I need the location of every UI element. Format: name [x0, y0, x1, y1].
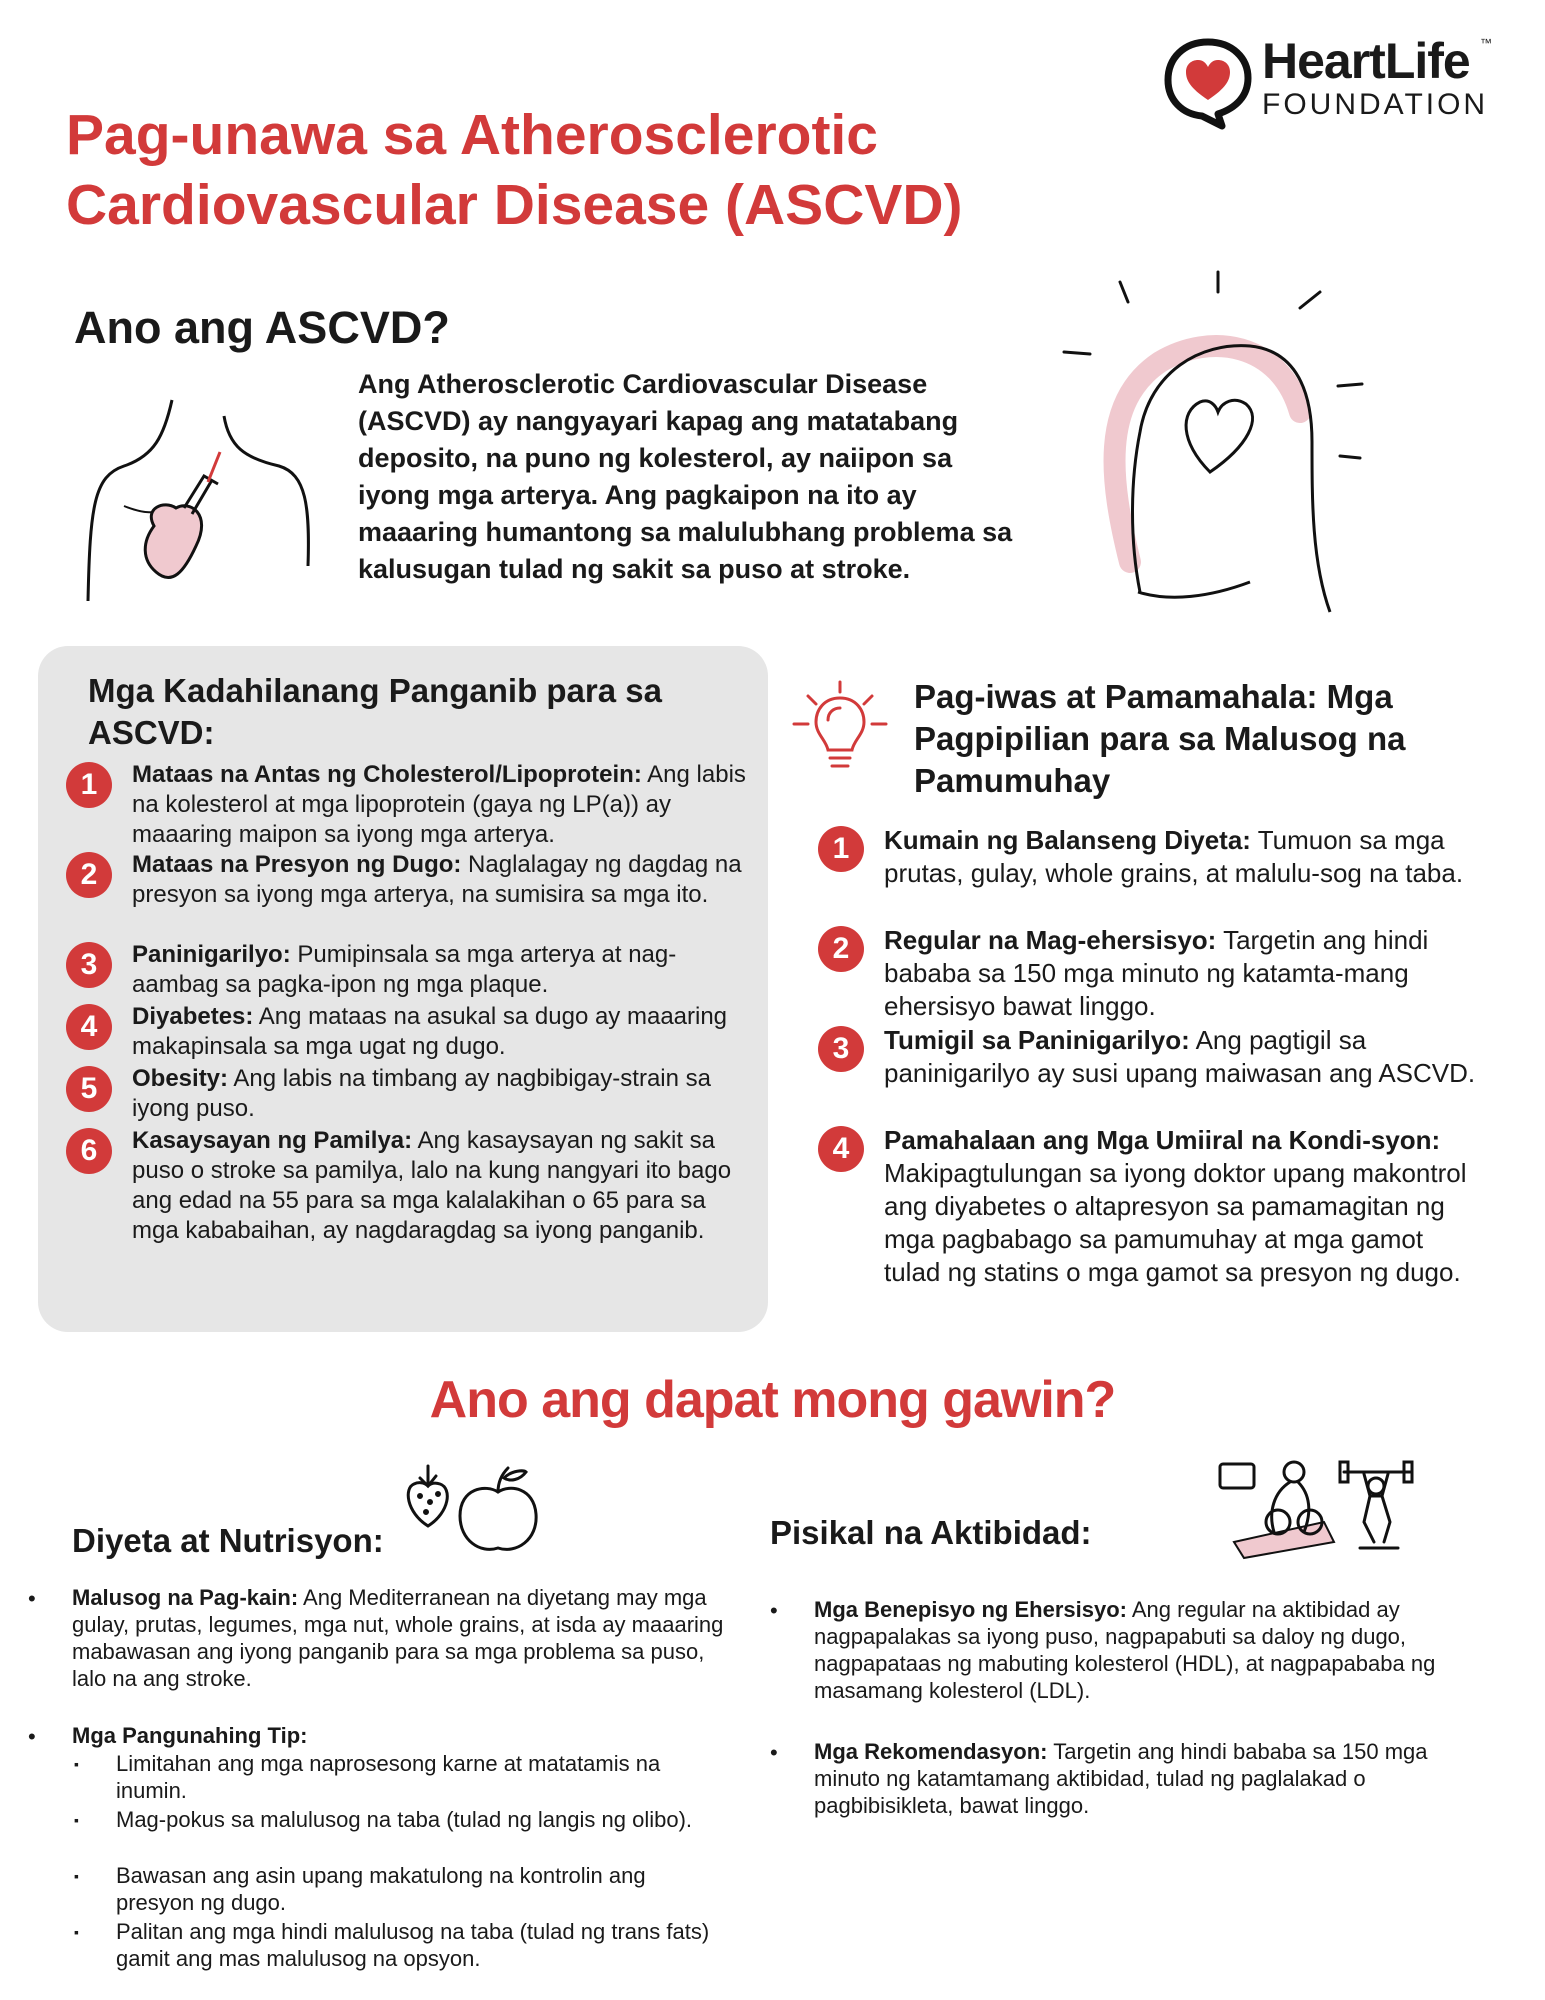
square-bullet: ▪ [74, 1812, 79, 1828]
heartlife-logo-icon [1160, 34, 1256, 130]
activity-bullet-1-desc: Ang regular na aktibidad ay nagpapalakas sa iyong puso, nagpapabuti sa daloy ng dugo, nagpapataas ng mabuting kolesterol (HDL), at nagpapababa ng masamang kolesterol (LDL). [814, 1597, 1436, 1703]
diet-bullet-2 [72, 1722, 732, 1749]
risk-item-title: Obesity: [132, 1065, 229, 1092]
risk-item [66, 1002, 756, 1062]
prevention-heading-wrap [914, 676, 1494, 802]
exercise-illustration-icon [1214, 1452, 1414, 1562]
number-badge: 3 [818, 1026, 864, 1072]
prevention-item [818, 1124, 1478, 1289]
risk-heading-wrap [88, 670, 688, 754]
activity-bullet-2-title: Mga Rekomendasyon: [814, 1739, 1048, 1764]
diet-tip: Bawasan ang asin upang makatulong na kontrolin ang presyon ng dugo. [116, 1863, 646, 1915]
prevention-item-title: Pamahalaan ang Mga Umiiral na Kondi-syon: [884, 1125, 1441, 1155]
strawberry-apple-icon [400, 1456, 550, 1556]
risk-item-title: Paninigarilyo: [132, 941, 291, 968]
prevention-item-title: Regular na Mag-ehersisyo: [884, 925, 1217, 955]
prevention-heading: Pag-iwas at Pamamahala: Mga Pagpipilian para sa Malusog na Pamumuhay [914, 678, 1406, 799]
activity-heading: Pisikal na Aktibidad: [770, 1514, 1092, 1551]
risk-item-desc: Ang labis na kolesterol at mga lipoprotein (gaya ng LP(a)) ay maaaring maipon sa iyong mga arterya. [132, 761, 746, 848]
activity-bullet-1 [814, 1596, 1474, 1704]
prevention-item-desc: Ang pagtigil sa paninigarilyo ay susi upang maiwasan ang ASCVD. [884, 1025, 1476, 1088]
risk-item [66, 1064, 756, 1124]
risk-item-title: Mataas na Antas ng Cholesterol/Lipoprotein: [132, 761, 642, 788]
diet-tip: Limitahan ang mga naprosesong karne at matatamis na inumin. [116, 1751, 661, 1803]
prevention-item-desc: Tumuon sa mga prutas, gulay, whole grains, at malulu-sog na taba. [884, 825, 1464, 888]
risk-item-desc: Ang labis na timbang ay nagbibigay-strain sa iyong puso. [132, 1065, 711, 1122]
activity-bullet-2-desc: Targetin ang hindi bababa sa 150 mga minuto ng katamtamang aktibidad, tulad ng paglalakad o pagbibisikleta, bawat linggo. [814, 1739, 1428, 1818]
diet-heading: Diyeta at Nutrisyon: [72, 1522, 384, 1559]
diet-tip: Palitan ang mga hindi malulusog na taba (tulad ng trans fats) gamit ang mas malulusog na opsyon. [116, 1919, 710, 1971]
head-heart-illustration-icon [1050, 262, 1390, 642]
prevention-item [818, 1024, 1478, 1090]
page-title-line-2: Cardiovascular Disease (ASCVD) [66, 173, 963, 237]
number-badge: 3 [66, 942, 112, 988]
diet-bullet-2-title: Mga Pangunahing Tip: [72, 1723, 308, 1748]
square-bullet: ▪ [74, 1868, 79, 1884]
prevention-item [818, 824, 1478, 890]
diet-tip: Mag-pokus sa malulusog na taba (tulad ng langis ng olibo). [116, 1807, 693, 1832]
square-bullet: ▪ [74, 1924, 79, 1940]
diet-heading-wrap [72, 1522, 384, 1560]
logo-trademark: ™ [1480, 36, 1492, 50]
what-heading: Ano ang ASCVD? [74, 302, 450, 353]
number-badge: 1 [66, 762, 112, 808]
what-body: Ang Atherosclerotic Cardiovascular Disease (ASCVD) ay nangyayari kapag ang matatabang deposito, na puno ng kolesterol, ay naiipon sa iyong mga arterya. Ang pagkaipon na ito ay maaaring humantong sa malulubhang problema sa kalusugan tulad ng sakit sa puso at stroke. [358, 369, 1013, 584]
diet-bullet-1-desc: Ang Mediterranean na diyetang may mga gulay, prutas, legumes, mga nut, whole grains, at isda ay maaaring mabawasan ang iyong panganib para sa mga problema sa puso, lalo na ang stroke. [72, 1585, 724, 1691]
risk-item-title: Mataas na Presyon ng Dugo: [132, 851, 462, 878]
prevention-item [818, 924, 1478, 1023]
number-badge: 2 [66, 852, 112, 898]
risk-item [66, 1126, 756, 1246]
prevention-item-title: Tumigil sa Paninigarilyo: [884, 1025, 1190, 1055]
number-badge: 5 [66, 1066, 112, 1112]
risk-item-desc: Naglalagay ng dagdag na presyon sa iyong mga arterya, na sumisira sa mga ito. [132, 851, 742, 908]
activity-bullet-2 [814, 1738, 1474, 1819]
number-badge: 6 [66, 1128, 112, 1174]
risk-item-title: Kasaysayan ng Pamilya: [132, 1127, 413, 1154]
activity-bullet-1-title: Mga Benepisyo ng Ehersisyo: [814, 1597, 1127, 1622]
risk-item [66, 940, 756, 1000]
risk-item-desc: Ang mataas na asukal sa dugo ay maaaring makapinsala sa mga ugat ng dugo. [132, 1003, 728, 1060]
prevention-item-desc: Makipagtulungan sa iyong doktor upang makontrol ang diyabetes o altapresyon sa pamamagitan ng mga pagbabago sa pamumuhay at mga gamot tulad ng statins o mga gamot sa presyon ng dugo. [884, 1158, 1467, 1287]
lightbulb-icon [790, 680, 890, 780]
number-badge: 1 [818, 826, 864, 872]
page-title-line-1: Pag-unawa sa Atherosclerotic [66, 103, 878, 167]
todo-heading: Ano ang dapat mong gawin? [429, 1371, 1116, 1429]
bullet-dot: • [28, 1586, 36, 1611]
prevention-item-desc: Targetin ang hindi bababa sa 150 mga minuto ng katamta-mang ehersisyo bawat linggo. [884, 925, 1429, 1021]
prevention-item-title: Kumain ng Balanseng Diyeta: [884, 825, 1251, 855]
diet-bullet-1 [72, 1584, 732, 1692]
diet-bullet-1-title: Malusog na Pag-kain: [72, 1585, 299, 1610]
risk-item [66, 760, 756, 850]
bullet-dot: • [770, 1598, 778, 1623]
activity-heading-wrap [770, 1514, 1092, 1552]
risk-item-title: Diyabetes: [132, 1003, 254, 1030]
number-badge: 4 [66, 1004, 112, 1050]
bullet-dot: • [28, 1724, 36, 1749]
risk-heading: Mga Kadahilanang Panganib para sa ASCVD: [88, 672, 662, 751]
number-badge: 4 [818, 1126, 864, 1172]
number-badge: 2 [818, 926, 864, 972]
square-bullet: ▪ [74, 1756, 79, 1772]
logo-name: HeartLife [1262, 33, 1470, 89]
page-title [66, 100, 1066, 240]
risk-item [66, 850, 756, 910]
logo-subtitle: FOUNDATION [1262, 88, 1489, 121]
risk-item-desc: Pumipinsala sa mga arterya at nag-aambag sa pagka-ipon ng mga plaque. [132, 941, 677, 998]
bullet-dot: • [770, 1740, 778, 1765]
risk-item-desc: Ang kasaysayan ng sakit sa puso o stroke sa pamilya, lalo na kung nangyari ito bago ang edad na 55 para sa mga kalalakihan o 65 para sa mga kababaihan, ay nagdaragdag sa iyong panganib. [132, 1127, 732, 1244]
torso-heart-illustration-icon [84, 396, 314, 606]
